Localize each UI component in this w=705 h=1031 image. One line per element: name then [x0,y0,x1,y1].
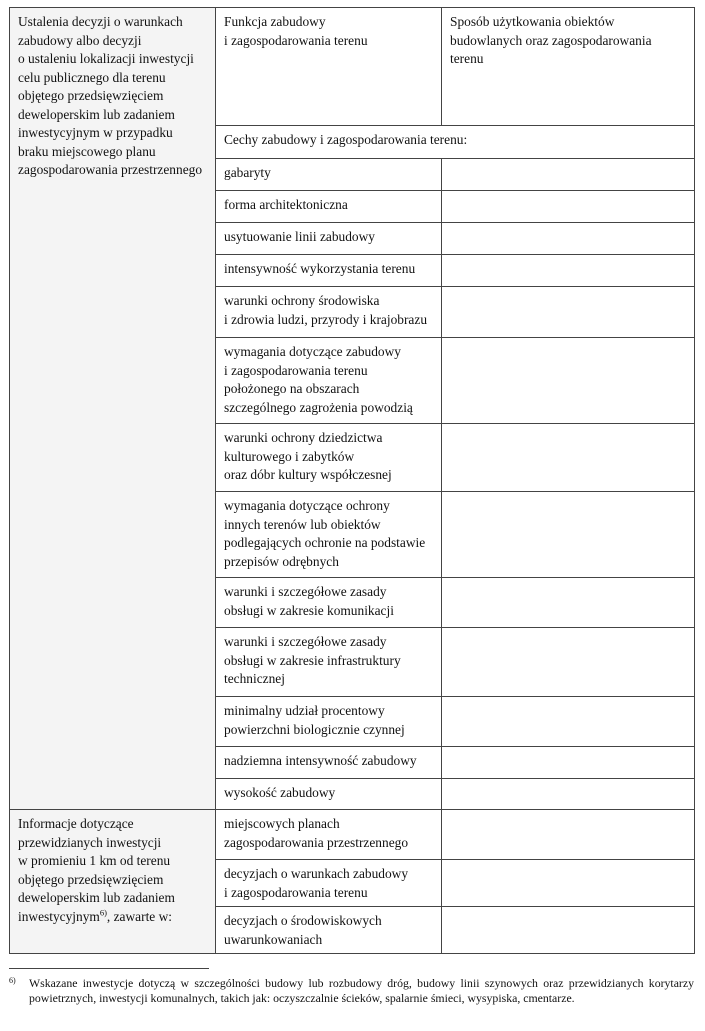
section1-label: Ustalenia decyzji o warunkach zabudowy albo decyzji o ustaleniu lokalizacji inwestycji celu publicznego dla terenu objętego przedsięwzięciem deweloperskim lub zadaniem inwestycyjnym w przypadku braku miejscowego planu zagospodarowania przestrzennego [10,8,216,810]
investment-value-cell[interactable] [442,907,695,954]
column-header-function: Funkcja zabudowy i zagospodarowania terenu [216,8,442,126]
feature-label: usytuowanie linii zabudowy [216,223,442,255]
feature-value-cell[interactable] [442,779,695,810]
footnote-divider [9,968,209,969]
feature-value-cell[interactable] [442,424,695,492]
feature-label: intensywność wykorzystania terenu [216,255,442,287]
feature-value-cell[interactable] [442,223,695,255]
investment-value-cell[interactable] [442,810,695,860]
footnote [9,976,694,1006]
investment-source-label: miejscowych planach zagospodarowania przestrzennego [216,810,442,860]
feature-label: warunki i szczegółowe zasady obsługi w zakresie komunikacji [216,578,442,628]
section2-label [10,810,216,954]
feature-label: warunki ochrony środowiska i zdrowia ludzi, przyrody i krajobrazu [216,287,442,338]
feature-label: warunki i szczegółowe zasady obsługi w zakresie infrastruktury technicznej [216,628,442,697]
property-info-table [9,7,695,954]
feature-value-cell[interactable] [442,287,695,338]
column-header-usage: Sposób użytkowania obiektów budowlanych oraz zagospodarowania terenu [442,8,695,126]
feature-label: gabaryty [216,159,442,191]
feature-value-cell[interactable] [442,492,695,578]
feature-value-cell[interactable] [442,191,695,223]
feature-value-cell[interactable] [442,578,695,628]
feature-label: wymagania dotyczące zabudowy i zagospodarowania terenu położonego na obszarach szczególnego zagrożenia powodzią [216,338,442,424]
feature-value-cell[interactable] [442,159,695,191]
feature-label: warunki ochrony dziedzictwa kulturowego i zabytków oraz dóbr kultury współczesnej [216,424,442,492]
feature-label: forma architektoniczna [216,191,442,223]
footnote-mark: 6) [9,976,16,985]
feature-value-cell[interactable] [442,338,695,424]
feature-label: nadziemna intensywność zabudowy [216,747,442,779]
footnote-reference: 6) [99,907,107,918]
investment-source-label: decyzjach o warunkach zabudowy i zagospodarowania terenu [216,860,442,907]
investment-value-cell[interactable] [442,860,695,907]
section2-label-text: Informacje dotyczące przewidzianych inwestycji w promieniu 1 km od terenu objętego przedsięwzięciem deweloperskim lub zadaniem inwestycyjnym [18,816,175,924]
feature-value-cell[interactable] [442,628,695,697]
feature-value-cell[interactable] [442,697,695,747]
feature-label: wymagania dotyczące ochrony innych terenów lub obiektów podlegających ochronie na podstawie przepisów odrębnych [216,492,442,578]
feature-label: wysokość zabudowy [216,779,442,810]
investment-source-label: decyzjach o środowiskowych uwarunkowaniach [216,907,442,954]
feature-label: minimalny udział procentowy powierzchni biologicznie czynnej [216,697,442,747]
feature-value-cell[interactable] [442,747,695,779]
feature-value-cell[interactable] [442,255,695,287]
footnote-text: Wskazane inwestycje dotyczą w szczególności budowy lub rozbudowy dróg, budowy linii szynowych oraz przewidzianych korytarzy powietrznych, inwestycji komunalnych, takich jak: oczyszczalnie ścieków, spalarnie śmieci, wysypiska, cmentarze. [29,976,694,1005]
section2-label-tail: , zawarte w: [106,908,172,924]
features-header: Cechy zabudowy i zagospodarowania terenu: [216,126,695,159]
